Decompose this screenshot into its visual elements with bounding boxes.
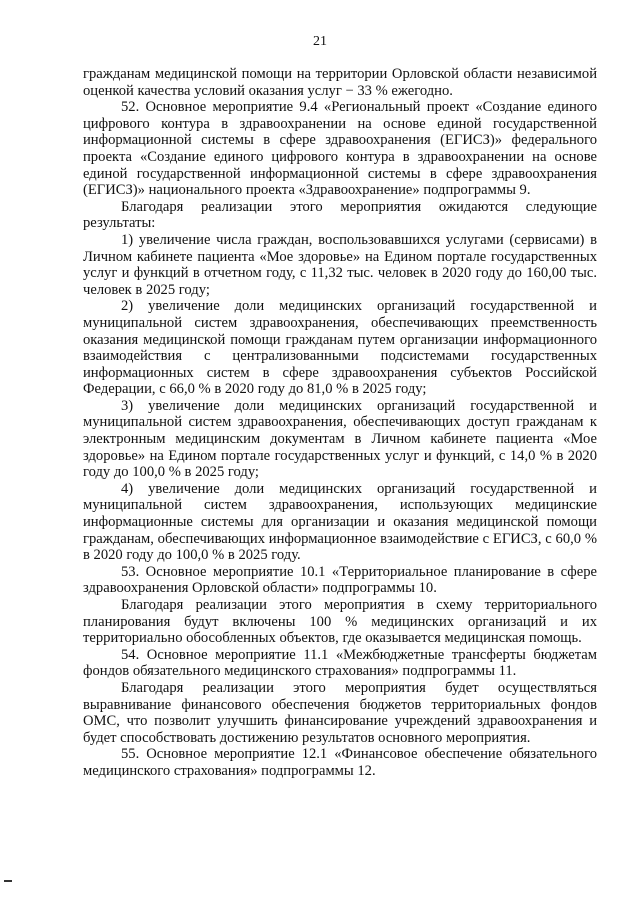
page-number: 21: [313, 34, 327, 49]
document-body: [83, 66, 597, 780]
list-item: 4) увеличение доли медицинских организаций государственной и муниципальной систем здравоохранения, использующих медицинские информационные системы для организации и оказания медицинской помощи гражданам, обеспечивающих информационное взаимодействие с ЕГИСЗ, с 60,0 % в 2020 году до 100,0 % в 2025 году.: [83, 480, 597, 564]
list-item: 2) увеличение доли медицинских организаций государственной и муниципальной систем здравоохранения, обеспечивающих преемственность оказания медицинской помощи гражданам путем организации информационного взаимодействия с централизованными подсистемами государственных информационных систем в сфере здравоохранения субъектов Российской Федерации, с 66,0 % в 2020 году до 81,0 % в 2025 году;: [83, 298, 597, 398]
paragraph: 55. Основное мероприятие 12.1 «Финансовое обеспечение обязательного медицинского страхования» подпрограммы 12.: [83, 746, 597, 779]
paragraph: Благодаря реализации этого мероприятия будет осуществляться выравнивание финансового обеспечения бюджетов территориальных фондов ОМС, что позволит улучшить финансирование учреждений здравоохранения и будет способствовать достижению результатов основного мероприятия.: [83, 679, 597, 746]
paragraph: Благодаря реализации этого мероприятия ожидаются следующие результаты:: [83, 198, 597, 232]
paragraph: 52. Основное мероприятие 9.4 «Региональный проект «Создание единого цифрового контура в здравоохранении на основе единой государственной информационной системы в сфере здравоохранения (ЕГИСЗ)» федерального проекта «Создание единого цифрового контура в здравоохранении на основе единой государственной информационной системы в сфере здравоохранения (ЕГИСЗ)» национального проекта «Здравоохранение» подпрограммы 9.: [83, 99, 597, 199]
list-item: 1) увеличение числа граждан, воспользовавшихся услугами (сервисами) в Личном кабинете пациента «Мое здоровье» на Едином портале государственных услуг и функций в отчетном году, с 11,32 тыс. человек в 2020 году до 160,00 тыс. человек в 2025 году;: [83, 231, 597, 298]
paragraph: 54. Основное мероприятие 11.1 «Межбюджетные трансферты бюджетам фондов обязательного медицинского страхования» подпрограммы 11.: [83, 646, 597, 680]
list-item: 3) увеличение доли медицинских организаций государственной и муниципальной систем здравоохранения, обеспечивающих доступ гражданам к электронным медицинским документам в Личном кабинете пациента «Мое здоровье» на Едином портале государственных услуг и функций, с 14,0 % в 2020 году до 100,0 % в 2025 году;: [83, 397, 597, 481]
paragraph: 53. Основное мероприятие 10.1 «Территориальное планирование в сфере здравоохранения Орловской области» подпрограммы 10.: [83, 563, 597, 597]
paragraph: гражданам медицинской помощи на территории Орловской области независимой оценкой качества условий оказания услуг − 33 % ежегодно.: [83, 66, 597, 99]
paragraph: Благодаря реализации этого мероприятия в схему территориального планирования будут включены 100 % медицинских организаций и их территориально обособленных объектов, где оказывается медицинская помощь.: [83, 597, 597, 647]
scan-mark: [4, 880, 12, 882]
